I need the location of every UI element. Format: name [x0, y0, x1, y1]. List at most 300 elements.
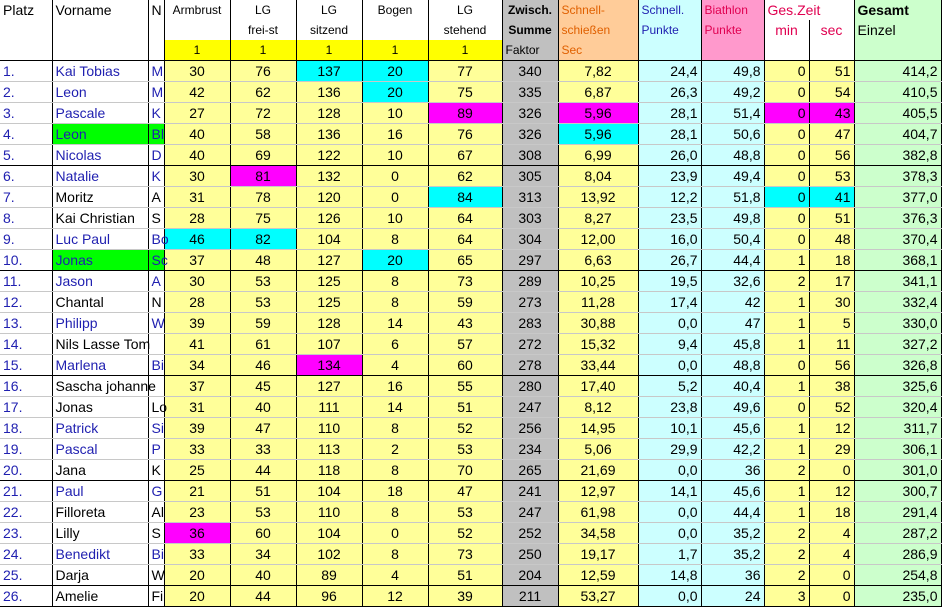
min-cell: 0	[764, 61, 809, 82]
schnell-sec-cell: 21,69	[558, 460, 638, 481]
schnell-sec-cell: 6,87	[558, 82, 638, 103]
min-cell: 0	[764, 187, 809, 208]
lg-freist-cell: 53	[230, 502, 296, 523]
schnell-sec-cell: 8,04	[558, 166, 638, 187]
nachname-cell: Al	[148, 502, 164, 523]
table-row	[0, 397, 941, 418]
lg-sitzend-cell: 136	[296, 124, 362, 145]
armbrust-cell: 41	[164, 334, 230, 355]
table-row	[0, 355, 941, 376]
platz-cell: 17.	[0, 397, 52, 418]
lg-sitzend-cell: 118	[296, 460, 362, 481]
bogen-cell: 8	[362, 229, 428, 250]
bogen-cell: 20	[362, 82, 428, 103]
bogen-cell: 10	[362, 208, 428, 229]
vorname-cell: Jonas	[52, 397, 148, 418]
gesamt-cell: 326,8	[854, 355, 941, 376]
armbrust-cell: 37	[164, 250, 230, 271]
header-lg-stehend: LG	[428, 0, 502, 20]
gesamt-cell: 370,4	[854, 229, 941, 250]
gesamt-cell: 382,8	[854, 145, 941, 166]
table-row	[0, 586, 941, 607]
schnell-sec-cell: 34,58	[558, 523, 638, 544]
schnell-sec-cell: 12,00	[558, 229, 638, 250]
sec-cell: 18	[809, 250, 854, 271]
table-row	[0, 271, 941, 292]
header-sec-unit: Sec	[558, 40, 638, 61]
biathlon-punkte-cell: 36	[701, 565, 764, 586]
header-min: min	[764, 20, 809, 40]
lg-freist-cell: 53	[230, 271, 296, 292]
schnell-sec-cell: 12,59	[558, 565, 638, 586]
min-cell: 1	[764, 502, 809, 523]
bogen-cell: 10	[362, 145, 428, 166]
nachname-cell: A	[148, 271, 164, 292]
schnell-punkte-cell: 26,7	[638, 250, 701, 271]
schnell-punkte-cell: 16,0	[638, 229, 701, 250]
zwischensumme-cell: 211	[502, 586, 558, 607]
vorname-cell: Philipp	[52, 313, 148, 334]
header-schnell: Schnell-	[558, 0, 638, 20]
min-cell: 1	[764, 439, 809, 460]
header-einzel: Einzel	[854, 20, 941, 40]
vorname-cell: Pascale	[52, 103, 148, 124]
schnell-sec-cell: 8,12	[558, 397, 638, 418]
schnell-sec-cell: 53,27	[558, 586, 638, 607]
platz-cell: 9.	[0, 229, 52, 250]
nachname-cell: P	[148, 439, 164, 460]
biathlon-punkte-cell: 24	[701, 586, 764, 607]
lg-freist-cell: 58	[230, 124, 296, 145]
biathlon-punkte-cell: 49,8	[701, 208, 764, 229]
zwischensumme-cell: 326	[502, 124, 558, 145]
nachname-cell: M	[148, 82, 164, 103]
lg-stehend-cell: 51	[428, 565, 502, 586]
armbrust-cell: 20	[164, 565, 230, 586]
lg-stehend-cell: 57	[428, 334, 502, 355]
lg-freist-cell: 81	[230, 166, 296, 187]
header-row-1	[0, 0, 941, 20]
schnell-punkte-cell: 5,2	[638, 376, 701, 397]
gesamt-cell: 287,2	[854, 523, 941, 544]
bogen-cell: 8	[362, 502, 428, 523]
schnell-punkte-cell: 0,0	[638, 502, 701, 523]
bogen-cell: 14	[362, 397, 428, 418]
armbrust-cell: 39	[164, 313, 230, 334]
zwischensumme-cell: 303	[502, 208, 558, 229]
sec-cell: 51	[809, 61, 854, 82]
schnell-sec-cell: 17,40	[558, 376, 638, 397]
nachname-cell: S	[148, 208, 164, 229]
lg-stehend-cell: 84	[428, 187, 502, 208]
bogen-cell: 10	[362, 103, 428, 124]
gesamt-cell: 405,5	[854, 103, 941, 124]
platz-cell: 8.	[0, 208, 52, 229]
biathlon-punkte-cell: 47	[701, 313, 764, 334]
table-row	[0, 187, 941, 208]
zwischensumme-cell: 340	[502, 61, 558, 82]
lg-sitzend-cell: 127	[296, 376, 362, 397]
lg-sitzend-cell: 110	[296, 502, 362, 523]
bogen-cell: 18	[362, 481, 428, 502]
lg-sitzend-cell: 136	[296, 82, 362, 103]
min-cell: 2	[764, 271, 809, 292]
schnell-sec-cell: 5,96	[558, 103, 638, 124]
table-row	[0, 523, 941, 544]
lg-stehend-cell: 59	[428, 292, 502, 313]
schnell-sec-cell: 6,63	[558, 250, 638, 271]
lg-sitzend-cell: 137	[296, 61, 362, 82]
factor-lg-freist: 1	[230, 40, 296, 61]
schnell-sec-cell: 6,99	[558, 145, 638, 166]
biathlon-punkte-cell: 48,8	[701, 145, 764, 166]
schnell-sec-cell: 8,27	[558, 208, 638, 229]
armbrust-cell: 30	[164, 271, 230, 292]
platz-cell: 4.	[0, 124, 52, 145]
table-row	[0, 61, 941, 82]
min-cell: 1	[764, 418, 809, 439]
armbrust-cell: 36	[164, 523, 230, 544]
sec-cell: 56	[809, 355, 854, 376]
schnell-sec-cell: 10,25	[558, 271, 638, 292]
platz-cell: 22.	[0, 502, 52, 523]
lg-stehend-cell: 65	[428, 250, 502, 271]
nachname-cell: Bo	[148, 229, 164, 250]
schnell-punkte-cell: 0,0	[638, 586, 701, 607]
zwischensumme-cell: 326	[502, 103, 558, 124]
header-summe: Summe	[502, 20, 558, 40]
table-row	[0, 544, 941, 565]
platz-cell: 19.	[0, 439, 52, 460]
platz-cell: 3.	[0, 103, 52, 124]
armbrust-cell: 20	[164, 586, 230, 607]
biathlon-punkte-cell: 49,2	[701, 82, 764, 103]
lg-stehend-cell: 67	[428, 145, 502, 166]
lg-sitzend-cell: 126	[296, 208, 362, 229]
header-zwisch: Zwisch.	[502, 0, 558, 20]
platz-cell: 26.	[0, 586, 52, 607]
header-vorname: Vorname	[52, 0, 148, 20]
bogen-cell: 8	[362, 460, 428, 481]
lg-freist-cell: 44	[230, 460, 296, 481]
nachname-cell: A	[148, 187, 164, 208]
zwischensumme-cell: 335	[502, 82, 558, 103]
lg-sitzend-cell: 125	[296, 292, 362, 313]
armbrust-cell: 42	[164, 82, 230, 103]
zwischensumme-cell: 247	[502, 502, 558, 523]
table-row	[0, 103, 941, 124]
min-cell: 0	[764, 355, 809, 376]
biathlon-punkte-cell: 45,6	[701, 418, 764, 439]
zwischensumme-cell: 273	[502, 292, 558, 313]
zwischensumme-cell: 272	[502, 334, 558, 355]
bogen-cell: 0	[362, 187, 428, 208]
schnell-punkte-cell: 24,4	[638, 61, 701, 82]
min-cell: 1	[764, 292, 809, 313]
zwischensumme-cell: 305	[502, 166, 558, 187]
biathlon-punkte-cell: 45,6	[701, 481, 764, 502]
zwischensumme-cell: 265	[502, 460, 558, 481]
lg-stehend-cell: 62	[428, 166, 502, 187]
lg-sitzend-cell: 110	[296, 418, 362, 439]
schnell-sec-cell: 30,88	[558, 313, 638, 334]
lg-freist-cell: 59	[230, 313, 296, 334]
biathlon-punkte-cell: 35,2	[701, 523, 764, 544]
zwischensumme-cell: 289	[502, 271, 558, 292]
header-lg-freist-sub: frei-st	[230, 20, 296, 40]
zwischensumme-cell: 297	[502, 250, 558, 271]
sec-cell: 30	[809, 292, 854, 313]
min-cell: 1	[764, 250, 809, 271]
zwischensumme-cell: 308	[502, 145, 558, 166]
biathlon-punkte-cell: 44,4	[701, 502, 764, 523]
platz-cell: 21.	[0, 481, 52, 502]
armbrust-cell: 25	[164, 460, 230, 481]
min-cell: 0	[764, 397, 809, 418]
table-row	[0, 82, 941, 103]
schnell-punkte-cell: 26,0	[638, 145, 701, 166]
schnell-punkte-cell: 28,1	[638, 103, 701, 124]
lg-freist-cell: 34	[230, 544, 296, 565]
vorname-cell: Sascha johanne	[52, 376, 148, 397]
lg-sitzend-cell: 127	[296, 250, 362, 271]
vorname-cell: Nils Lasse Tom	[52, 334, 148, 355]
platz-cell: 6.	[0, 166, 52, 187]
header-gesamt: Gesamt	[854, 0, 941, 20]
vorname-cell: Natalie	[52, 166, 148, 187]
min-cell: 0	[764, 124, 809, 145]
sec-cell: 52	[809, 397, 854, 418]
min-cell: 0	[764, 82, 809, 103]
lg-freist-cell: 76	[230, 61, 296, 82]
nachname-cell: W	[148, 313, 164, 334]
schnell-sec-cell: 14,95	[558, 418, 638, 439]
vorname-cell: Darja	[52, 565, 148, 586]
biathlon-punkte-cell: 44,4	[701, 250, 764, 271]
sec-cell: 48	[809, 229, 854, 250]
table-row	[0, 229, 941, 250]
schnell-punkte-cell: 29,9	[638, 439, 701, 460]
lg-freist-cell: 47	[230, 418, 296, 439]
platz-cell: 16.	[0, 376, 52, 397]
nachname-cell: G	[148, 481, 164, 502]
schnell-punkte-cell: 23,5	[638, 208, 701, 229]
lg-stehend-cell: 76	[428, 124, 502, 145]
biathlon-punkte-cell: 36	[701, 460, 764, 481]
sec-cell: 29	[809, 439, 854, 460]
lg-sitzend-cell: 104	[296, 523, 362, 544]
lg-freist-cell: 82	[230, 229, 296, 250]
schnell-punkte-cell: 14,8	[638, 565, 701, 586]
min-cell: 2	[764, 523, 809, 544]
min-cell: 1	[764, 313, 809, 334]
schnell-sec-cell: 12,97	[558, 481, 638, 502]
schnell-sec-cell: 5,96	[558, 124, 638, 145]
schnell-punkte-cell: 26,3	[638, 82, 701, 103]
armbrust-cell: 46	[164, 229, 230, 250]
nachname-cell: S	[148, 523, 164, 544]
nachname-cell: K	[148, 166, 164, 187]
lg-sitzend-cell: 120	[296, 187, 362, 208]
table-row	[0, 418, 941, 439]
biathlon-punkte-cell: 32,6	[701, 271, 764, 292]
platz-cell: 24.	[0, 544, 52, 565]
sec-cell: 4	[809, 544, 854, 565]
header-n: N	[148, 0, 164, 20]
gesamt-cell: 368,1	[854, 250, 941, 271]
min-cell: 0	[764, 103, 809, 124]
sec-cell: 18	[809, 502, 854, 523]
sec-cell: 54	[809, 82, 854, 103]
gesamt-cell: 404,7	[854, 124, 941, 145]
gesamt-cell: 377,0	[854, 187, 941, 208]
schnell-sec-cell: 15,32	[558, 334, 638, 355]
header-schnell-punkte: Schnell.	[638, 0, 701, 20]
nachname-cell: Bi	[148, 544, 164, 565]
vorname-cell: Kai Tobias	[52, 61, 148, 82]
lg-sitzend-cell: 128	[296, 103, 362, 124]
sec-cell: 41	[809, 187, 854, 208]
header-biathlon: Biathlon	[701, 0, 764, 20]
schnell-punkte-cell: 0,0	[638, 460, 701, 481]
lg-freist-cell: 44	[230, 586, 296, 607]
table-row	[0, 334, 941, 355]
table-row	[0, 565, 941, 586]
zwischensumme-cell: 256	[502, 418, 558, 439]
table-row	[0, 166, 941, 187]
bogen-cell: 20	[362, 61, 428, 82]
nachname-cell: Lo	[148, 397, 164, 418]
header-biathlon-punkte: Punkte	[701, 20, 764, 40]
biathlon-punkte-cell: 49,4	[701, 166, 764, 187]
schnell-punkte-cell: 10,1	[638, 418, 701, 439]
nachname-cell: K	[148, 460, 164, 481]
gesamt-cell: 325,6	[854, 376, 941, 397]
platz-cell: 1.	[0, 61, 52, 82]
schnell-sec-cell: 11,28	[558, 292, 638, 313]
vorname-cell: Amelie	[52, 586, 148, 607]
table-row	[0, 124, 941, 145]
gesamt-cell: 410,5	[854, 82, 941, 103]
armbrust-cell: 40	[164, 145, 230, 166]
vorname-cell: Nicolas	[52, 145, 148, 166]
lg-sitzend-cell: 128	[296, 313, 362, 334]
header-gesamtzeit: Ges.Zeit	[764, 0, 854, 20]
bogen-cell: 16	[362, 124, 428, 145]
bogen-cell: 4	[362, 565, 428, 586]
gesamt-cell: 301,0	[854, 460, 941, 481]
nachname-cell: Bi	[148, 355, 164, 376]
vorname-cell: Jason	[52, 271, 148, 292]
lg-sitzend-cell: 89	[296, 565, 362, 586]
gesamt-cell: 341,1	[854, 271, 941, 292]
schnell-punkte-cell: 17,4	[638, 292, 701, 313]
sec-cell: 51	[809, 208, 854, 229]
bogen-cell: 0	[362, 166, 428, 187]
sec-cell: 38	[809, 376, 854, 397]
lg-sitzend-cell: 122	[296, 145, 362, 166]
schnell-punkte-cell: 12,2	[638, 187, 701, 208]
lg-freist-cell: 60	[230, 523, 296, 544]
min-cell: 1	[764, 334, 809, 355]
lg-sitzend-cell: 113	[296, 439, 362, 460]
lg-stehend-cell: 39	[428, 586, 502, 607]
min-cell: 2	[764, 565, 809, 586]
vorname-cell: Leon	[52, 124, 148, 145]
schnell-sec-cell: 7,82	[558, 61, 638, 82]
schnell-punkte-cell: 1,7	[638, 544, 701, 565]
platz-cell: 15.	[0, 355, 52, 376]
lg-stehend-cell: 52	[428, 418, 502, 439]
schnell-punkte-cell: 23,9	[638, 166, 701, 187]
zwischensumme-cell: 204	[502, 565, 558, 586]
armbrust-cell: 33	[164, 544, 230, 565]
armbrust-cell: 30	[164, 61, 230, 82]
lg-stehend-cell: 53	[428, 439, 502, 460]
lg-stehend-cell: 89	[428, 103, 502, 124]
min-cell: 1	[764, 481, 809, 502]
schnell-punkte-cell: 14,1	[638, 481, 701, 502]
zwischensumme-cell: 283	[502, 313, 558, 334]
header-schiessen: schießen	[558, 20, 638, 40]
platz-cell: 14.	[0, 334, 52, 355]
platz-cell: 7.	[0, 187, 52, 208]
min-cell: 0	[764, 166, 809, 187]
header-punkte: Punkte	[638, 20, 701, 40]
sec-cell: 47	[809, 124, 854, 145]
platz-cell: 13.	[0, 313, 52, 334]
zwischensumme-cell: 241	[502, 481, 558, 502]
lg-freist-cell: 69	[230, 145, 296, 166]
lg-sitzend-cell: 125	[296, 271, 362, 292]
lg-sitzend-cell: 104	[296, 229, 362, 250]
lg-stehend-cell: 64	[428, 229, 502, 250]
sec-cell: 4	[809, 523, 854, 544]
vorname-cell: Jonas	[52, 250, 148, 271]
lg-sitzend-cell: 104	[296, 481, 362, 502]
bogen-cell: 8	[362, 544, 428, 565]
zwischensumme-cell: 247	[502, 397, 558, 418]
table-row	[0, 208, 941, 229]
factor-lg-stehend: 1	[428, 40, 502, 61]
gesamt-cell: 330,0	[854, 313, 941, 334]
lg-sitzend-cell: 134	[296, 355, 362, 376]
zwischensumme-cell: 278	[502, 355, 558, 376]
bogen-cell: 4	[362, 355, 428, 376]
lg-sitzend-cell: 96	[296, 586, 362, 607]
min-cell: 3	[764, 586, 809, 607]
zwischensumme-cell: 234	[502, 439, 558, 460]
gesamt-cell: 414,2	[854, 61, 941, 82]
gesamt-cell: 378,3	[854, 166, 941, 187]
factor-bogen: 1	[362, 40, 428, 61]
biathlon-punkte-cell: 49,8	[701, 61, 764, 82]
armbrust-cell: 33	[164, 439, 230, 460]
armbrust-cell: 37	[164, 376, 230, 397]
min-cell: 2	[764, 544, 809, 565]
gesamt-cell: 291,4	[854, 502, 941, 523]
sec-cell: 5	[809, 313, 854, 334]
lg-stehend-cell: 52	[428, 523, 502, 544]
vorname-cell: Paul	[52, 481, 148, 502]
sec-cell: 43	[809, 103, 854, 124]
armbrust-cell: 40	[164, 124, 230, 145]
lg-sitzend-cell: 111	[296, 397, 362, 418]
biathlon-punkte-cell: 35,2	[701, 544, 764, 565]
min-cell: 0	[764, 145, 809, 166]
lg-stehend-cell: 53	[428, 502, 502, 523]
gesamt-cell: 320,4	[854, 397, 941, 418]
